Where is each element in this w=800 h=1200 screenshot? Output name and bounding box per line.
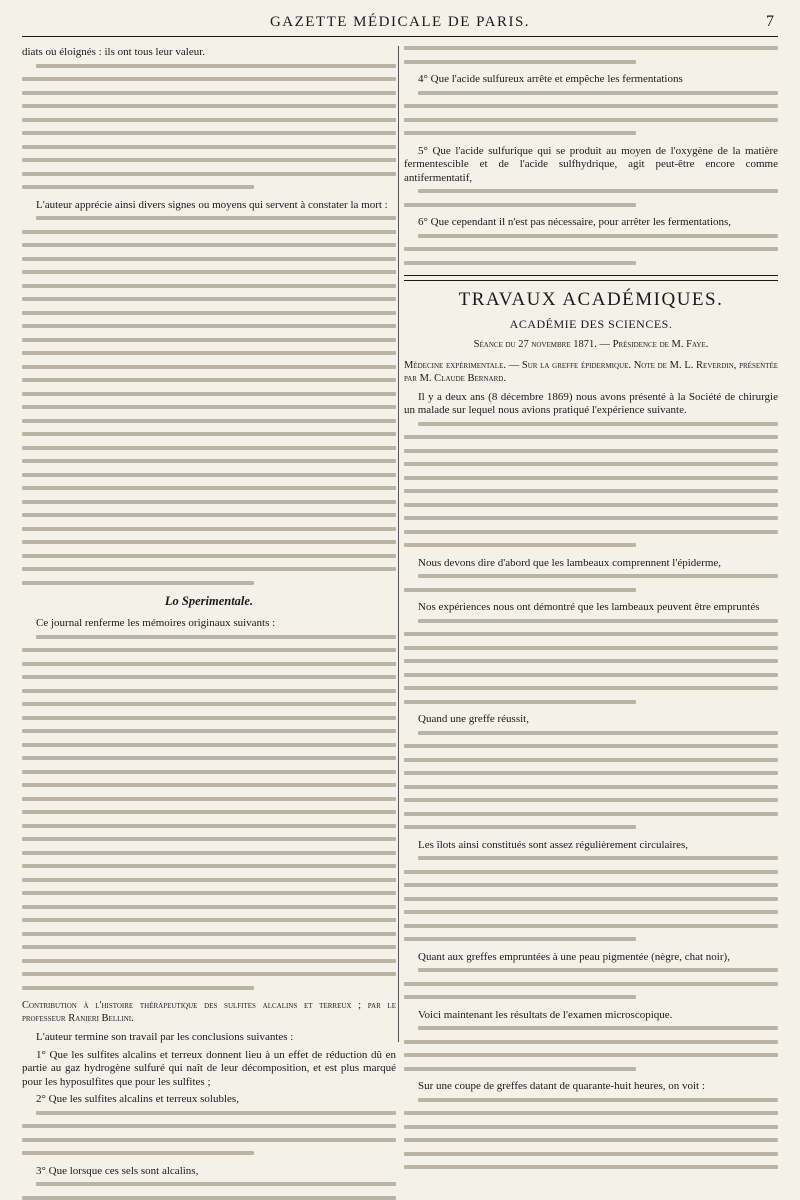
illegible-text-block [404,234,778,265]
conclusion-item-6: 6° Que cependant il n'est pas nécessaire, pour arrêter les fermentations, [418,216,732,228]
illegible-text-block [404,422,778,548]
academie-subtitle: ACADÉMIE DES SCIENCES. [509,316,673,331]
illegible-text-block [404,1026,778,1071]
journal-title: GAZETTE MÉDICALE DE PARIS. [269,14,531,30]
illegible-text-block [404,189,778,207]
conclusion-item-1: 1° Que les sulfites alcalins et terreux donnent lieu à un effet de réduction dû en partie au gaz hydrogène sulfuré qui naît de leur décomposition, et est plus marqué pour les hyposulfites que pour les sulfites ; [22,1048,396,1088]
reverdin-paragraph-7: Voici maintenant les résultats de l'examen microscopique. [418,1008,673,1021]
illegible-text-block [22,1182,396,1200]
travaux-academiques-title: TRAVAUX ACADÉMIQUES. [458,288,724,310]
reverdin-paragraph-8: Sur une coupe de greffes datant de quarante-huit heures, on voit : [418,1080,705,1092]
reverdin-article-heading: Médecine expérimentale. — Sur la greffe épidermique. Note de M. L. Reverdin, présentée par M. Claude Bernard. [404,359,778,384]
right-column [404,46,778,1092]
page-number: 7 [766,13,774,30]
illegible-text-block [404,46,778,64]
illegible-text-block [22,1111,396,1156]
conclusion-item-2: 2° Que les sulfites alcalins et terreux solubles, [36,1093,239,1105]
conclusion-item-5: 5° Que l'acide sulfurique qui se produit au moyen de l'oxygène de la matière fermentescible et de l'acide sulfhydrique, agit peut-être encore comme antifermentatif, [404,144,778,184]
reverdin-paragraph-3: Nos expériences nous ont démontré que les lambeaux peuvent être empruntés [418,601,760,613]
illegible-text-block [22,635,396,990]
conclusion-item-3: 3° Que lorsque ces sels sont alcalins, [36,1164,199,1177]
column-divider [398,46,399,1042]
illegible-text-block [404,856,778,941]
assessment-paragraph: L'auteur apprécie ainsi divers signes ou moyens qui servent à constater la mort : [36,198,388,211]
illegible-text-block [404,574,778,592]
conclusion-item-4: 4° Que l'acide sulfureux arrête et empêche les fermentations [418,73,683,85]
signs-paragraph-start: diats ou éloignés : ils ont tous leur valeur. [22,46,206,58]
illegible-text-block [404,91,778,136]
reverdin-paragraph-1: Il y a deux ans (8 décembre 1869) nous avons présenté à la Société de chirurgie un malade sur lequel nous avions pratiqué l'expérience suivante. [404,390,778,416]
reverdin-paragraph-5: Les îlots ainsi constitués sont assez régulièrement circulaires, [418,838,689,851]
reverdin-paragraph-4: Quand une greffe réussit, [418,713,529,725]
illegible-text-block [404,968,778,999]
illegible-text-block [22,216,396,585]
reverdin-paragraph-2: Nous devons dire d'abord que les lambeaux comprennent l'épiderme, [418,556,722,569]
session-line: Séance du 27 novembre 1871. — Présidence de M. Faye. [473,338,709,350]
illegible-text-block [404,731,778,830]
sperimentale-title: Lo Sperimentale. [164,594,254,608]
conclusions-intro: L'auteur termine son travail par les conclusions suivantes : [36,1031,294,1043]
sperimentale-intro: Ce journal renferme les mémoires originaux suivants : [36,617,276,629]
reverdin-paragraph-6: Quant aux greffes empruntées à une peau pigmentée (nègre, chat noir), [418,950,730,963]
section-rule [404,275,778,281]
bellini-article-heading: Contribution à l'histoire thérapeutique des sulfites alcalins et terreux ; par le professeur Ranieri Bellini. [22,1000,396,1024]
illegible-text-block [404,1098,778,1170]
running-header [22,10,778,37]
illegible-text-block [22,64,396,190]
left-column [22,46,396,1177]
illegible-text-block [404,619,778,704]
